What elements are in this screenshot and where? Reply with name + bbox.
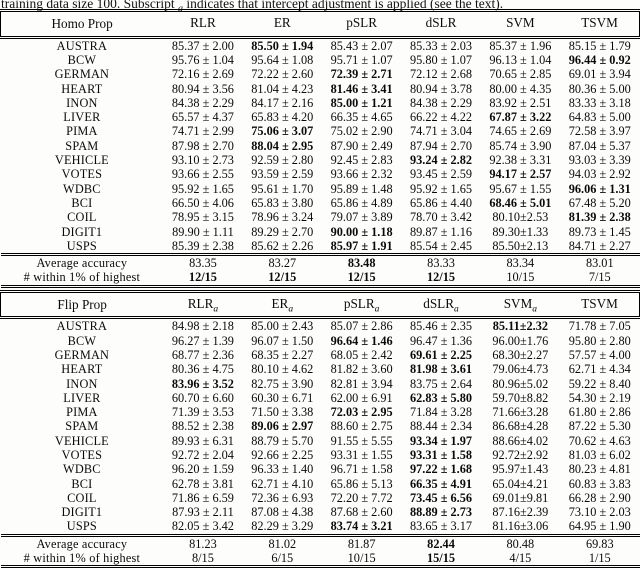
result-cell: 61.80 ± 2.86: [568, 405, 631, 420]
result-cell: 71.86 ± 6.59: [171, 490, 234, 505]
row-label: AUSTRA: [56, 38, 108, 53]
result-cell: 68.35 ± 2.27: [251, 347, 314, 362]
row-label: PIMA: [66, 405, 98, 420]
table-row: [1, 182, 640, 196]
table-row: [1, 448, 640, 462]
result-cell: 71.84 ± 3.28: [409, 405, 473, 420]
result-cell: 88.60 ± 2.75: [330, 419, 393, 434]
result-cell: 95.71 ± 1.07: [330, 52, 393, 67]
result-cell: 65.83 ± 3.80: [251, 195, 314, 210]
table-row: [1, 37, 640, 53]
col-header-homo-prop: Homo Prop: [1, 11, 164, 38]
result-cell: 87.22 ± 5.30: [568, 419, 631, 434]
result-cell: 88.52 ± 2.38: [171, 419, 234, 434]
result-cell: 84.38 ± 2.29: [409, 95, 473, 110]
result-cell: 71.39 ± 3.53: [171, 405, 234, 420]
result-cell: 65.57 ± 4.37: [171, 110, 234, 125]
result-cell: 66.50 ± 4.06: [171, 195, 234, 210]
result-cell: 95.67 ± 1.55: [489, 181, 552, 196]
result-cell: 71.50 ± 3.38: [251, 405, 314, 420]
result-cell: 85.62 ± 2.26: [251, 238, 314, 253]
row-label: COIL: [67, 210, 97, 225]
result-cell: 4/15: [509, 551, 532, 566]
result-cell: 82.75 ± 3.90: [251, 376, 314, 391]
result-cell: 81.39 ± 2.38: [568, 210, 631, 225]
result-cell: 57.57 ± 4.00: [568, 347, 631, 362]
result-cell: 89.87 ± 1.16: [409, 224, 473, 239]
row-label: LIVER: [63, 390, 101, 405]
result-cell: 68.77 ± 2.36: [171, 347, 234, 362]
row-label: DIGIT1: [61, 224, 103, 239]
result-cell: 81.02: [243, 535, 322, 551]
table-row: [1, 153, 640, 167]
col-header-er-a: $ER_a$: [243, 291, 322, 318]
result-cell: 72.20 ± 7.72: [330, 490, 393, 505]
result-cell: 83.01: [560, 255, 639, 271]
result-cell: 93.66 ± 2.55: [171, 167, 234, 182]
result-cell: 79.06±4.73: [492, 362, 549, 377]
row-label: VEHICLE: [54, 153, 109, 168]
result-cell: 92.72±2.92: [492, 448, 549, 462]
result-cell: 82.44: [401, 535, 480, 551]
result-cell: 10/15: [506, 270, 535, 285]
result-cell: 91.55 ± 5.55: [330, 433, 393, 448]
col-header-pslr-a: pSLR$_a$: [322, 291, 401, 318]
table-row: [1, 124, 640, 138]
row-label: PIMA: [66, 124, 98, 139]
row-label: AUSTRA: [56, 319, 108, 334]
row-label: Average accuracy: [1, 255, 164, 271]
result-cell: 81.16±3.06: [492, 519, 549, 534]
result-cell: 15/15: [427, 551, 456, 566]
row-label: LIVER: [63, 110, 101, 125]
result-cell: 72.03 ± 2.95: [330, 405, 393, 420]
result-cell: 85.74 ± 3.90: [489, 138, 552, 153]
col-header-rlr: RLR: [163, 11, 242, 38]
row-label: GERMAN: [54, 347, 110, 362]
col-header-er: ER: [243, 11, 322, 38]
result-cell: 96.44 ± 0.92: [568, 52, 631, 67]
result-cell: 97.22 ± 1.68: [409, 462, 473, 477]
result-cell: 73.10 ± 2.03: [568, 505, 631, 520]
result-cell: 96.07 ± 1.50: [251, 333, 314, 348]
result-cell: 67.48 ± 5.20: [568, 195, 631, 210]
result-cell: 96.64 ± 1.46: [330, 333, 393, 348]
result-cell: 85.43 ± 2.07: [330, 38, 393, 53]
row-label: HEART: [61, 362, 103, 377]
result-cell: 82.29 ± 3.29: [251, 519, 314, 534]
result-cell: 70.62 ± 4.63: [568, 433, 631, 448]
result-cell: 80.94 ± 3.56: [171, 81, 234, 96]
result-cell: 87.98 ± 2.70: [171, 138, 234, 153]
result-cell: 12/15: [347, 270, 376, 285]
result-cell: 81.82 ± 3.60: [330, 362, 393, 377]
row-label: GERMAN: [54, 67, 110, 82]
table-row: [1, 53, 640, 67]
result-cell: 89.29 ± 2.70: [251, 224, 314, 239]
result-cell: 75.06 ± 3.07: [251, 124, 314, 139]
result-cell: 83.74 ± 3.21: [330, 519, 393, 534]
result-cell: 92.72 ± 2.04: [171, 448, 234, 462]
result-cell: 83.34: [481, 255, 560, 271]
col-header-tsvm: TSVM: [560, 291, 639, 318]
result-cell: 66.22 ± 4.22: [409, 110, 473, 125]
result-cell: 83.27: [243, 255, 322, 271]
row-label: SPAM: [65, 419, 99, 434]
result-cell: 65.04±4.21: [492, 476, 549, 491]
result-cell: 69.01 ± 3.94: [568, 67, 631, 82]
result-cell: 81.23: [163, 535, 242, 551]
row-label: VEHICLE: [54, 433, 109, 448]
result-cell: 66.35 ± 4.91: [409, 476, 473, 491]
result-cell: 72.36 ± 6.93: [251, 490, 314, 505]
result-cell: 10/15: [347, 551, 376, 566]
result-cell: 93.31 ± 1.58: [409, 448, 473, 462]
result-cell: 89.30±1.33: [492, 224, 549, 239]
result-cell: 85.37 ± 2.00: [171, 38, 234, 53]
table-row: [1, 239, 640, 255]
result-cell: 95.92 ± 1.65: [171, 181, 234, 196]
col-header-dslr-a: dSLR$_a$: [401, 291, 480, 318]
result-cell: 85.11±2.32: [492, 319, 548, 334]
result-cell: 95.64 ± 1.08: [251, 52, 314, 67]
result-cell: 60.30 ± 6.71: [251, 390, 314, 405]
table-row: [1, 96, 640, 110]
result-cell: 69.61 ± 2.25: [409, 347, 473, 362]
table-row: [1, 210, 640, 224]
row-label: BCI: [71, 476, 93, 491]
result-cell: 62.71 ± 4.34: [568, 362, 631, 377]
table-row: [1, 110, 640, 124]
result-cell: 81.03 ± 6.02: [568, 448, 631, 462]
result-cell: 64.83 ± 5.00: [568, 110, 631, 125]
result-cell: 93.59 ± 2.59: [251, 167, 314, 182]
result-cell: 81.04 ± 4.23: [251, 81, 314, 96]
table-row: [1, 519, 640, 535]
table-row: [1, 391, 640, 405]
result-cell: 87.08 ± 4.38: [251, 505, 314, 520]
result-cell: 83.65 ± 3.17: [409, 519, 473, 534]
result-cell: 89.06 ± 2.97: [251, 419, 314, 434]
table-row: [1, 82, 640, 96]
result-cell: 59.22 ± 8.40: [568, 376, 631, 391]
result-cell: 85.07 ± 2.86: [330, 319, 393, 334]
table-row: [1, 505, 640, 519]
result-cell: 93.45 ± 2.59: [409, 167, 473, 182]
result-cell: 93.03 ± 3.39: [568, 153, 631, 168]
result-cell: 83.33: [401, 255, 480, 271]
header-row: [1, 11, 640, 38]
caption-text-prefix: training data size 100. Subscript: [1, 0, 178, 11]
result-cell: 64.95 ± 1.90: [568, 519, 631, 534]
result-cell: 95.80 ± 1.07: [409, 52, 473, 67]
result-cell: 62.71 ± 4.10: [251, 476, 314, 491]
result-cell: 86.68±4.28: [492, 419, 549, 434]
result-cell: 78.95 ± 3.15: [171, 210, 234, 225]
result-cell: 82.81 ± 3.94: [330, 376, 393, 391]
table-row: [1, 334, 640, 348]
result-cell: 60.70 ± 6.60: [171, 390, 234, 405]
result-cell: 68.46 ± 5.01: [489, 195, 552, 210]
result-cell: 12/15: [188, 270, 217, 285]
table-row: [1, 434, 640, 448]
result-cell: 82.05 ± 3.42: [171, 519, 234, 534]
table-row: [1, 551, 640, 567]
row-label: USPS: [66, 519, 97, 534]
result-cell: 80.96±5.02: [492, 376, 549, 391]
result-cell: 72.12 ± 2.68: [409, 67, 473, 82]
row-label: Average accuracy: [1, 535, 164, 551]
result-cell: 65.86 ± 4.40: [409, 195, 473, 210]
result-cell: 65.86 ± 5.13: [330, 476, 393, 491]
table-caption: [0, 0, 640, 15]
result-cell: 12/15: [427, 270, 456, 285]
caption-subscript-a: a: [177, 3, 183, 15]
result-cell: 83.48: [322, 255, 401, 271]
result-cell: 87.16±2.39: [492, 505, 549, 520]
result-cell: 92.38 ± 3.31: [489, 153, 552, 168]
table-row: [1, 255, 640, 271]
result-cell: 87.94 ± 2.70: [409, 138, 473, 153]
result-cell: 71.66±3.28: [492, 405, 549, 420]
row-label: INON: [66, 376, 98, 391]
col-header-dslr: dSLR: [401, 11, 480, 38]
result-cell: 74.65 ± 2.69: [489, 124, 552, 139]
result-cell: 96.00±1.76: [492, 333, 549, 348]
row-label: WDBC: [63, 181, 101, 196]
result-cell: 62.83 ± 5.80: [409, 390, 473, 405]
result-cell: 66.28 ± 2.90: [568, 490, 631, 505]
table-row: [1, 318, 640, 334]
result-cell: 84.38 ± 2.29: [171, 95, 234, 110]
result-cell: 80.36 ± 5.00: [568, 81, 631, 96]
row-label: VOTES: [61, 167, 103, 182]
result-cell: 6/15: [271, 551, 294, 566]
result-cell: 67.87 ± 3.22: [489, 110, 552, 125]
result-cell: 75.02 ± 2.90: [330, 124, 393, 139]
result-cell: 85.97 ± 1.91: [330, 238, 393, 253]
result-cell: 59.70±8.82: [492, 390, 549, 405]
result-cell: 85.33 ± 2.03: [409, 38, 473, 53]
row-label: SPAM: [65, 138, 99, 153]
row-label: COIL: [67, 490, 97, 505]
result-cell: 93.34 ± 1.97: [409, 433, 473, 448]
result-cell: 88.66±4.02: [492, 433, 549, 448]
result-cell: 81.87: [322, 535, 401, 551]
result-cell: 95.92 ± 1.65: [409, 181, 473, 196]
result-cell: 65.83 ± 4.20: [251, 110, 314, 125]
table-row: [1, 225, 640, 239]
result-cell: 83.33 ± 3.18: [568, 95, 631, 110]
row-label: BCI: [71, 195, 93, 210]
result-cell: 90.00 ± 1.18: [330, 224, 393, 239]
col-header-flip-prop: Flip Prop: [1, 291, 164, 318]
row-label: # within 1% of highest: [23, 551, 141, 566]
result-cell: 89.90 ± 1.11: [172, 224, 234, 239]
result-cell: 81.46 ± 3.41: [330, 81, 393, 96]
col-header-rlr-a: $RLR_a$: [163, 291, 242, 318]
result-cell: 85.00 ± 2.43: [251, 319, 314, 334]
result-cell: 85.50±2.13: [492, 238, 549, 253]
table-row: [1, 348, 640, 362]
result-cell: 80.10±2.53: [492, 210, 549, 225]
result-cell: 70.65 ± 2.85: [489, 67, 552, 82]
result-cell: 92.66 ± 2.25: [251, 448, 314, 462]
result-cell: 73.45 ± 6.56: [409, 490, 473, 505]
col-header-svm: SVM: [481, 11, 560, 38]
result-cell: 96.13 ± 1.04: [489, 52, 552, 67]
result-cell: 84.71 ± 2.27: [568, 238, 631, 253]
result-cell: 80.10 ± 4.62: [251, 362, 314, 377]
result-cell: 84.17 ± 2.16: [251, 95, 314, 110]
result-cell: 87.93 ± 2.11: [172, 505, 234, 520]
result-cell: 78.70 ± 3.42: [409, 210, 473, 225]
table-row: [1, 419, 640, 433]
result-cell: 12/15: [268, 270, 297, 285]
table-row: [1, 167, 640, 181]
result-cell: 85.54 ± 2.45: [409, 238, 473, 253]
result-cell: 87.90 ± 2.49: [330, 138, 393, 153]
table-row: [1, 67, 640, 81]
table-row: [1, 139, 640, 153]
col-header-svm-a: $SVM_a$: [481, 291, 560, 318]
result-cell: 84.98 ± 2.18: [171, 319, 234, 334]
result-cell: 92.45 ± 2.83: [330, 153, 393, 168]
result-cell: 92.59 ± 2.80: [251, 153, 314, 168]
result-cell: 93.66 ± 2.32: [330, 167, 393, 182]
result-cell: 96.71 ± 1.58: [330, 462, 393, 477]
result-cell: 78.96 ± 3.24: [251, 210, 314, 225]
result-cell: 93.10 ± 2.73: [171, 153, 234, 168]
result-cell: 85.50 ± 1.94: [251, 38, 314, 53]
result-cell: 8/15: [191, 551, 214, 566]
result-cell: 72.22 ± 2.60: [251, 67, 314, 82]
result-cell: 69.01±9.81: [492, 490, 549, 505]
result-cell: 74.71 ± 2.99: [171, 124, 234, 139]
result-cell: 96.06 ± 1.31: [568, 181, 631, 196]
result-cell: 87.04 ± 5.37: [568, 138, 631, 153]
result-cell: 85.00 ± 1.21: [330, 95, 393, 110]
result-cell: 94.17 ± 2.57: [489, 167, 552, 182]
table-row: [1, 535, 640, 551]
result-cell: 66.35 ± 4.65: [330, 110, 393, 125]
result-cell: 80.48: [481, 535, 560, 551]
row-label: BCW: [67, 333, 97, 348]
table-row: [1, 462, 640, 476]
result-cell: 93.24 ± 2.82: [409, 153, 473, 168]
col-header-pslr: pSLR: [322, 11, 401, 38]
row-label: HEART: [61, 81, 103, 96]
row-label: DIGIT1: [61, 505, 103, 520]
result-cell: 71.78 ± 7.05: [568, 319, 631, 334]
result-cell: 80.94 ± 3.78: [409, 81, 473, 96]
result-cell: 72.58 ± 3.97: [568, 124, 631, 139]
result-cell: 79.07 ± 3.89: [330, 210, 393, 225]
result-cell: 88.04 ± 2.95: [251, 138, 314, 153]
result-cell: 88.44 ± 2.34: [409, 419, 473, 434]
result-cell: 81.98 ± 3.61: [409, 362, 473, 377]
row-label: # within 1% of highest: [23, 270, 141, 285]
caption-text-suffix: indicates that intercept adjustment is applied (see the text).: [182, 0, 504, 11]
result-cell: 95.97±1.43: [492, 462, 549, 477]
result-cell: 87.68 ± 2.60: [330, 505, 393, 520]
result-cell: 95.61 ± 1.70: [251, 181, 314, 196]
result-cell: 60.83 ± 3.83: [568, 476, 631, 491]
table-row: [1, 477, 640, 491]
result-cell: 88.89 ± 2.73: [409, 505, 473, 520]
result-cell: 65.86 ± 4.89: [330, 195, 393, 210]
result-cell: 7/15: [588, 270, 611, 285]
result-cell: 83.75 ± 2.64: [409, 376, 473, 391]
result-cell: 72.39 ± 2.71: [330, 67, 393, 82]
table-row: [1, 405, 640, 419]
result-cell: 80.36 ± 4.75: [171, 362, 234, 377]
result-cell: 96.33 ± 1.40: [251, 462, 314, 477]
result-cell: 1/15: [588, 551, 611, 566]
table-row: [1, 270, 640, 286]
result-cell: 62.00 ± 6.91: [330, 390, 393, 405]
result-cell: 54.30 ± 2.19: [568, 390, 631, 405]
result-cell: 62.78 ± 3.81: [171, 476, 234, 491]
result-cell: 83.35: [163, 255, 242, 271]
result-cell: 83.96 ± 3.52: [171, 376, 234, 391]
result-cell: 72.16 ± 2.69: [171, 67, 234, 82]
result-cell: 68.05 ± 2.42: [330, 347, 393, 362]
table-row: [1, 377, 640, 391]
result-cell: 69.83: [560, 535, 639, 551]
row-label: USPS: [66, 238, 97, 253]
result-cell: 89.93 ± 6.31: [171, 433, 234, 448]
result-cell: 95.76 ± 1.04: [171, 52, 234, 67]
result-cell: 88.79 ± 5.70: [251, 433, 314, 448]
col-header-tsvm: TSVM: [560, 11, 639, 38]
table-row: [1, 196, 640, 210]
result-cell: 83.92 ± 2.51: [489, 95, 552, 110]
result-cell: 85.15 ± 1.79: [568, 38, 631, 53]
row-label: BCW: [67, 52, 97, 67]
table-row: [1, 491, 640, 505]
result-cell: 68.30±2.27: [492, 347, 549, 362]
row-label: VOTES: [61, 448, 103, 462]
result-cell: 96.27 ± 1.39: [171, 333, 234, 348]
result-cell: 95.80 ± 2.80: [568, 333, 631, 348]
result-cell: 89.73 ± 1.45: [568, 224, 631, 239]
result-cell: 93.31 ± 1.55: [330, 448, 393, 462]
row-label: INON: [66, 95, 98, 110]
result-cell: 74.71 ± 3.04: [409, 124, 473, 139]
result-cell: 80.00 ± 4.35: [489, 81, 552, 96]
table-row: [1, 362, 640, 376]
result-cell: 85.39 ± 2.38: [171, 238, 234, 253]
row-label: WDBC: [63, 462, 101, 477]
result-cell: 95.89 ± 1.48: [330, 181, 393, 196]
flip-prop-table: [0, 290, 640, 569]
result-cell: 85.37 ± 1.96: [489, 38, 552, 53]
result-cell: 96.47 ± 1.36: [409, 333, 473, 348]
header-row: [1, 291, 640, 318]
result-cell: 85.46 ± 2.35: [409, 319, 473, 334]
result-cell: 80.23 ± 4.81: [568, 462, 631, 477]
homo-prop-table: [0, 9, 640, 288]
result-cell: 94.03 ± 2.92: [568, 167, 631, 182]
result-cell: 96.20 ± 1.59: [171, 462, 234, 477]
